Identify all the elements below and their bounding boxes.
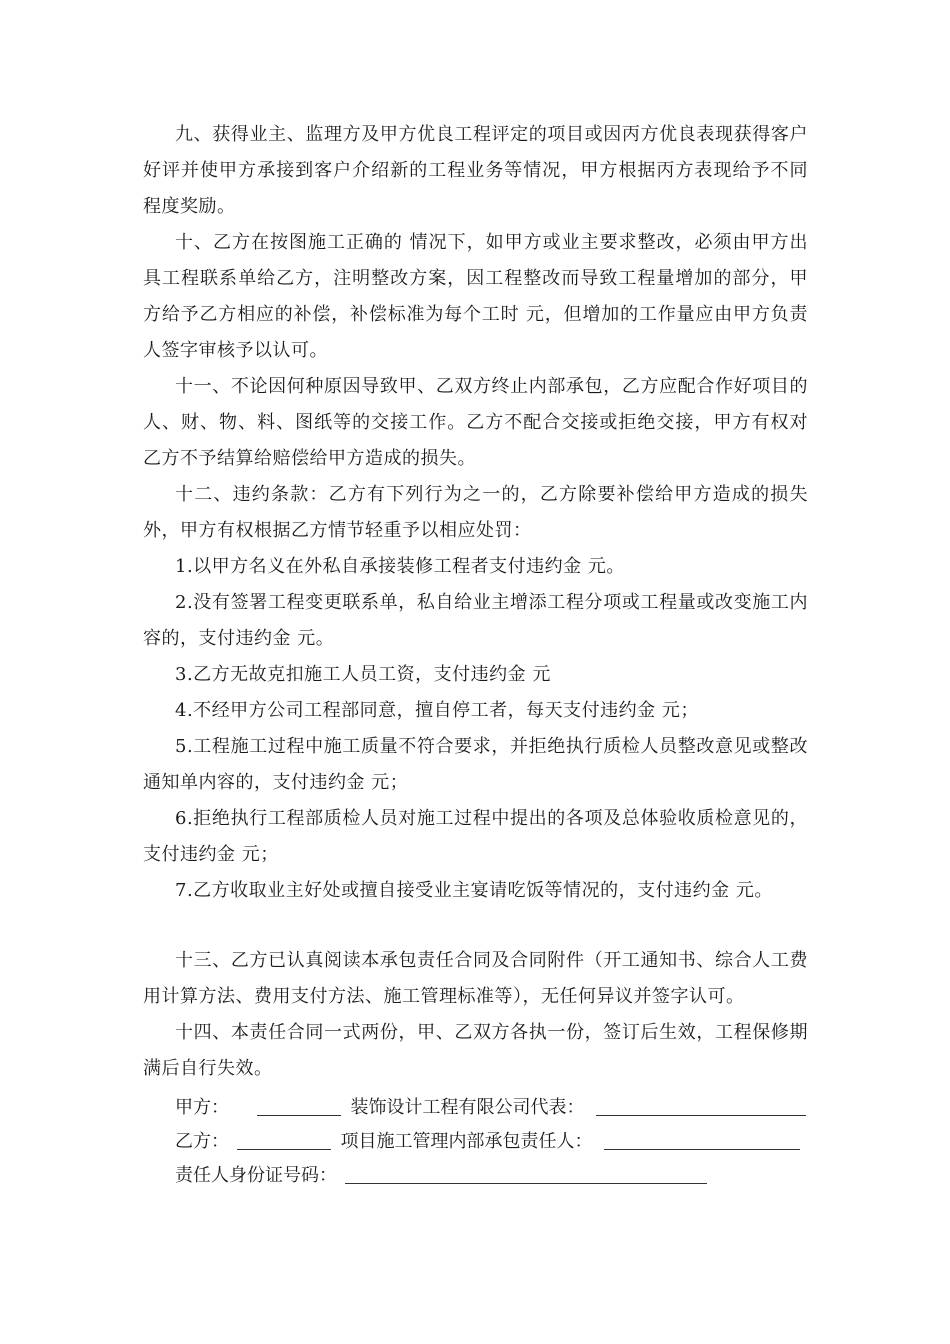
clause-11: 十一、不论因何种原因导致甲、乙双方终止内部承包，乙方应配合作好项目的人、财、物、料、图纸等的交接工作。乙方不配合交接或拒绝交接，甲方有权对乙方不予结算给赔偿给甲方造成的损失。 — [143, 376, 808, 469]
penalty-item-7: 7.乙方收取业主好处或擅自接受业主宴请吃饭等情况的，支付违约金 元。 — [175, 880, 773, 901]
penalty-item-2: 2.没有签署工程变更联系单，私自给业主增添工程分项或工程量或改变施工内容的，支付违约金 元。 — [143, 592, 808, 649]
party-b-name-blank[interactable] — [237, 1125, 331, 1150]
penalty-item-1: 1.以甲方名义在外私自承接装修工程者支付违约金 元。 — [175, 556, 625, 577]
penalty-item-4: 4.不经甲方公司工程部同意，擅自停工者，每天支付违约金 元； — [175, 700, 699, 721]
party-b-responsible-person-blank[interactable] — [604, 1125, 800, 1150]
party-a-company-label: 装饰设计工程有限公司代表： — [350, 1097, 585, 1118]
id-number-blank[interactable] — [345, 1159, 707, 1184]
party-a-name-blank[interactable] — [257, 1091, 341, 1116]
clause-10: 十、乙方在按图施工正确的 情况下，如甲方或业主要求整改，必须由甲方出具工程联系单给乙方，注明整改方案，因工程整改而导致工程量增加的部分，甲方给予乙方相应的补偿，补偿标准为每个工时 元，但增加的工作量应由甲方负责人签字审核予以认可。 — [143, 232, 808, 361]
clause-14: 十四、本责任合同一式两份，甲、乙双方各执一份，签订后生效，工程保修期满后自行失效。 — [143, 1022, 808, 1079]
id-number-line — [175, 1159, 815, 1193]
penalty-item-5: 5.工程施工过程中施工质量不符合要求，并拒绝执行质检人员整改意见或整改通知单内容的，支付违约金 元； — [143, 736, 808, 793]
penalty-item-3: 3.乙方无故克扣施工人员工资，支付违约金 元 — [175, 664, 551, 685]
party-a-representative-blank[interactable] — [596, 1091, 806, 1116]
party-a-label: 甲方： — [175, 1097, 229, 1118]
contract-body — [143, 117, 808, 1087]
party-b-signature-line — [175, 1125, 815, 1159]
clause-13: 十三、乙方已认真阅读本承包责任合同及合同附件（开工通知书、综合人工费用计算方法、费用支付方法、施工管理标准等），无任何异议并签字认可。 — [143, 950, 808, 1007]
signature-block — [175, 1091, 815, 1193]
clause-9: 九、获得业主、监理方及甲方优良工程评定的项目或因丙方优良表现获得客户好评并使甲方承接到客户介绍新的工程业务等情况，甲方根据丙方表现给予不同程度奖励。 — [143, 124, 808, 217]
id-number-label: 责任人身份证号码： — [175, 1165, 337, 1186]
clause-12: 十二、违约条款：乙方有下列行为之一的，乙方除要补偿给甲方造成的损失外，甲方有权根据乙方情节轻重予以相应处罚： — [143, 484, 808, 541]
party-b-label: 乙方： — [175, 1131, 229, 1152]
party-b-role-label: 项目施工管理内部承包责任人： — [340, 1131, 593, 1152]
penalty-item-6: 6.拒绝执行工程部质检人员对施工过程中提出的各项及总体验收质检意见的，支付违约金 元； — [143, 808, 808, 865]
party-a-signature-line — [175, 1091, 815, 1125]
